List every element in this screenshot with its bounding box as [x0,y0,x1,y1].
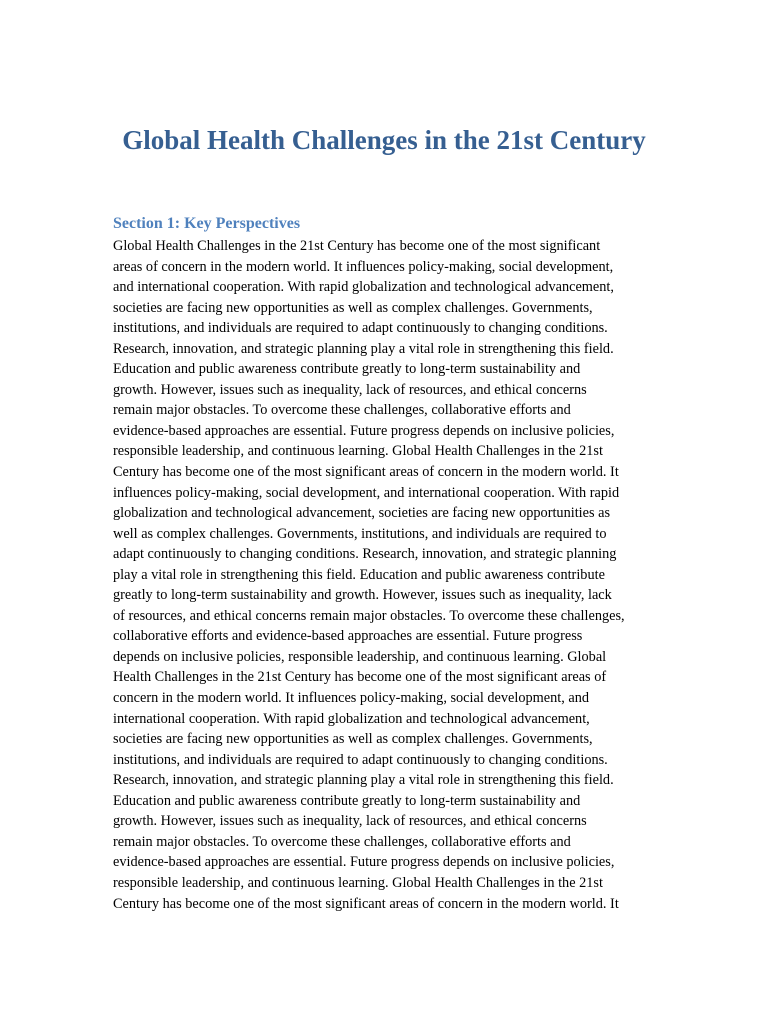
body-text-line: well as complex challenges. Governments, institutions, and individuals are required to [113,525,607,542]
body-text-line: concern in the modern world. It influences policy-making, social development, and [113,690,590,707]
body-text-line: play a vital role in strengthening this field. Education and public awareness contribute [113,566,605,583]
body-text-line: evidence-based approaches are essential. Future progress depends on inclusive policies, [113,854,615,871]
section-body [113,236,658,914]
body-text-line: responsible leadership, and continuous learning. Global Health Challenges in the 21st [113,443,603,460]
body-text-line: remain major obstacles. To overcome these challenges, collaborative efforts and [113,833,571,850]
body-text-line: evidence-based approaches are essential. Future progress depends on inclusive policies, [113,422,615,439]
body-text-line: institutions, and individuals are required to adapt continuously to changing conditions. [113,320,608,337]
body-text-line: societies are facing new opportunities as well as complex challenges. Governments, [113,731,593,748]
body-text-line: areas of concern in the modern world. It influences policy-making, social development, [113,258,614,275]
body-text-line: Century has become one of the most significant areas of concern in the modern world. It [113,895,619,912]
body-text-line: depends on inclusive policies, responsible leadership, and continuous learning. Global [113,648,607,665]
body-text-line: growth. However, issues such as inequality, lack of resources, and ethical concerns [113,813,587,830]
body-text-line: and international cooperation. With rapid globalization and technological advancement, [113,279,614,296]
body-text-line: remain major obstacles. To overcome these challenges, collaborative efforts and [113,402,571,419]
body-text-line: adapt continuously to changing conditions. Research, innovation, and strategic planning [113,546,617,563]
body-text-line: greatly to long-term sustainability and growth. However, issues such as inequality, lack [113,587,612,604]
body-text-line: international cooperation. With rapid globalization and technological advancement, [113,710,590,727]
body-text-line: Education and public awareness contribute greatly to long-term sustainability and [113,792,581,809]
document-title: Global Health Challenges in the 21st Century [122,125,646,155]
body-text-line: influences policy-making, social development, and international cooperation. With rapid [113,484,620,501]
body-text-line: globalization and technological advancement, societies are facing new opportunities as [113,505,611,522]
body-text-line: institutions, and individuals are required to adapt continuously to changing conditions. [113,751,608,768]
body-text-line: Research, innovation, and strategic planning play a vital role in strengthening this field. [113,772,614,789]
body-text-line: societies are facing new opportunities as well as complex challenges. Governments, [113,299,593,316]
section-heading: Section 1: Key Perspectives [113,215,301,232]
body-text-line: responsible leadership, and continuous learning. Global Health Challenges in the 21st [113,874,603,891]
body-text-line: Education and public awareness contribute greatly to long-term sustainability and [113,361,581,378]
body-text-line: Century has become one of the most significant areas of concern in the modern world. It [113,464,619,481]
body-text-line: growth. However, issues such as inequality, lack of resources, and ethical concerns [113,381,587,398]
body-text-line: Health Challenges in the 21st Century has become one of the most significant areas of [113,669,607,686]
body-text-line: Research, innovation, and strategic planning play a vital role in strengthening this field. [113,340,614,357]
body-text-line: collaborative efforts and evidence-based approaches are essential. Future progress [113,628,583,645]
body-text-line: of resources, and ethical concerns remain major obstacles. To overcome these challenges, [113,607,625,624]
body-text-line: Global Health Challenges in the 21st Century has become one of the most significant [113,238,601,254]
